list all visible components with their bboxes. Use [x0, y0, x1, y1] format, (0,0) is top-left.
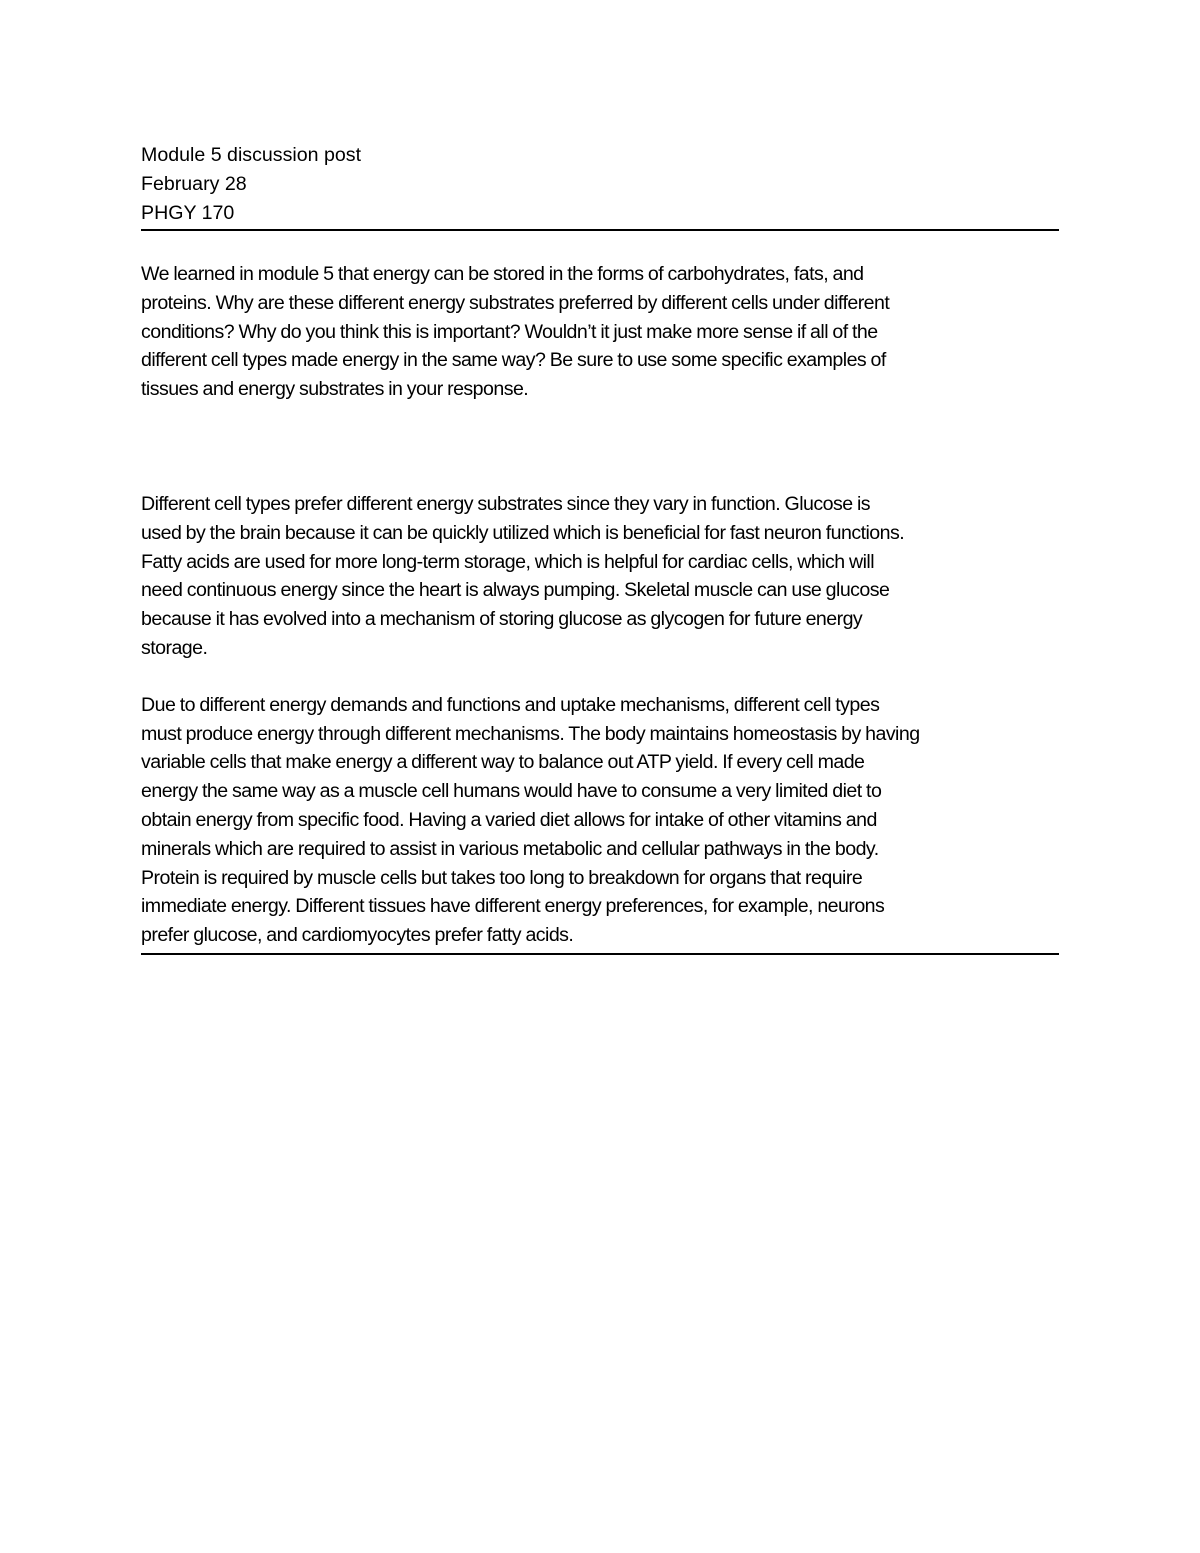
prompt-line: proteins. Why are these different energy substrates preferred by different cells under different	[141, 291, 890, 314]
prompt-line: different cell types made energy in the same way? Be sure to use some specific examples of	[141, 349, 886, 372]
response-line: storage.	[141, 636, 208, 659]
header-divider	[141, 229, 1059, 231]
document-content	[141, 141, 1059, 955]
prompt-line: We learned in module 5 that energy can be stored in the forms of carbohydrates, fats, and	[141, 263, 864, 285]
response-line: used by the brain because it can be quickly utilized which is beneficial for fast neuron functions.	[141, 521, 905, 544]
response-line: immediate energy. Different tissues have different energy preferences, for example, neurons	[141, 895, 885, 918]
course-code: PHGY 170	[141, 202, 235, 224]
response-line: need continuous energy since the heart is always pumping. Skeletal muscle can use glucose	[141, 579, 890, 602]
response-line: Protein is required by muscle cells but takes too long to breakdown for organs that require	[141, 866, 863, 889]
response-line: Due to different energy demands and functions and uptake mechanisms, different cell types	[141, 693, 880, 716]
footer-divider	[141, 953, 1059, 955]
response-paragraph-1	[141, 490, 1059, 663]
response-line: minerals which are required to assist in various metabolic and cellular pathways in the body.	[141, 837, 879, 860]
response-line: obtain energy from specific food. Having a varied diet allows for intake of other vitamins and	[141, 808, 877, 831]
response-paragraph-2	[141, 691, 1059, 950]
document-date: February 28	[141, 173, 247, 195]
response-line: must produce energy through different mechanisms. The body maintains homeostasis by having	[141, 722, 920, 745]
response-line: prefer glucose, and cardiomyocytes prefer fatty acids.	[141, 924, 574, 947]
prompt-line: tissues and energy substrates in your response.	[141, 378, 529, 401]
response-line: Fatty acids are used for more long-term storage, which is helpful for cardiac cells, which will	[141, 550, 875, 573]
prompt-line: conditions? Why do you think this is important? Wouldn’t it just make more sense if all of the	[141, 320, 878, 343]
document-title: Module 5 discussion post	[141, 144, 362, 166]
response-line: energy the same way as a muscle cell humans would have to consume a very limited diet to	[141, 780, 882, 803]
discussion-prompt	[141, 260, 1059, 404]
response-line: because it has evolved into a mechanism of storing glucose as glycogen for future energy	[141, 608, 863, 631]
response-line: Different cell types prefer different energy substrates since they vary in function. Glucose is	[141, 492, 871, 515]
response-line: variable cells that make energy a different way to balance out ATP yield. If every cell made	[141, 751, 865, 774]
